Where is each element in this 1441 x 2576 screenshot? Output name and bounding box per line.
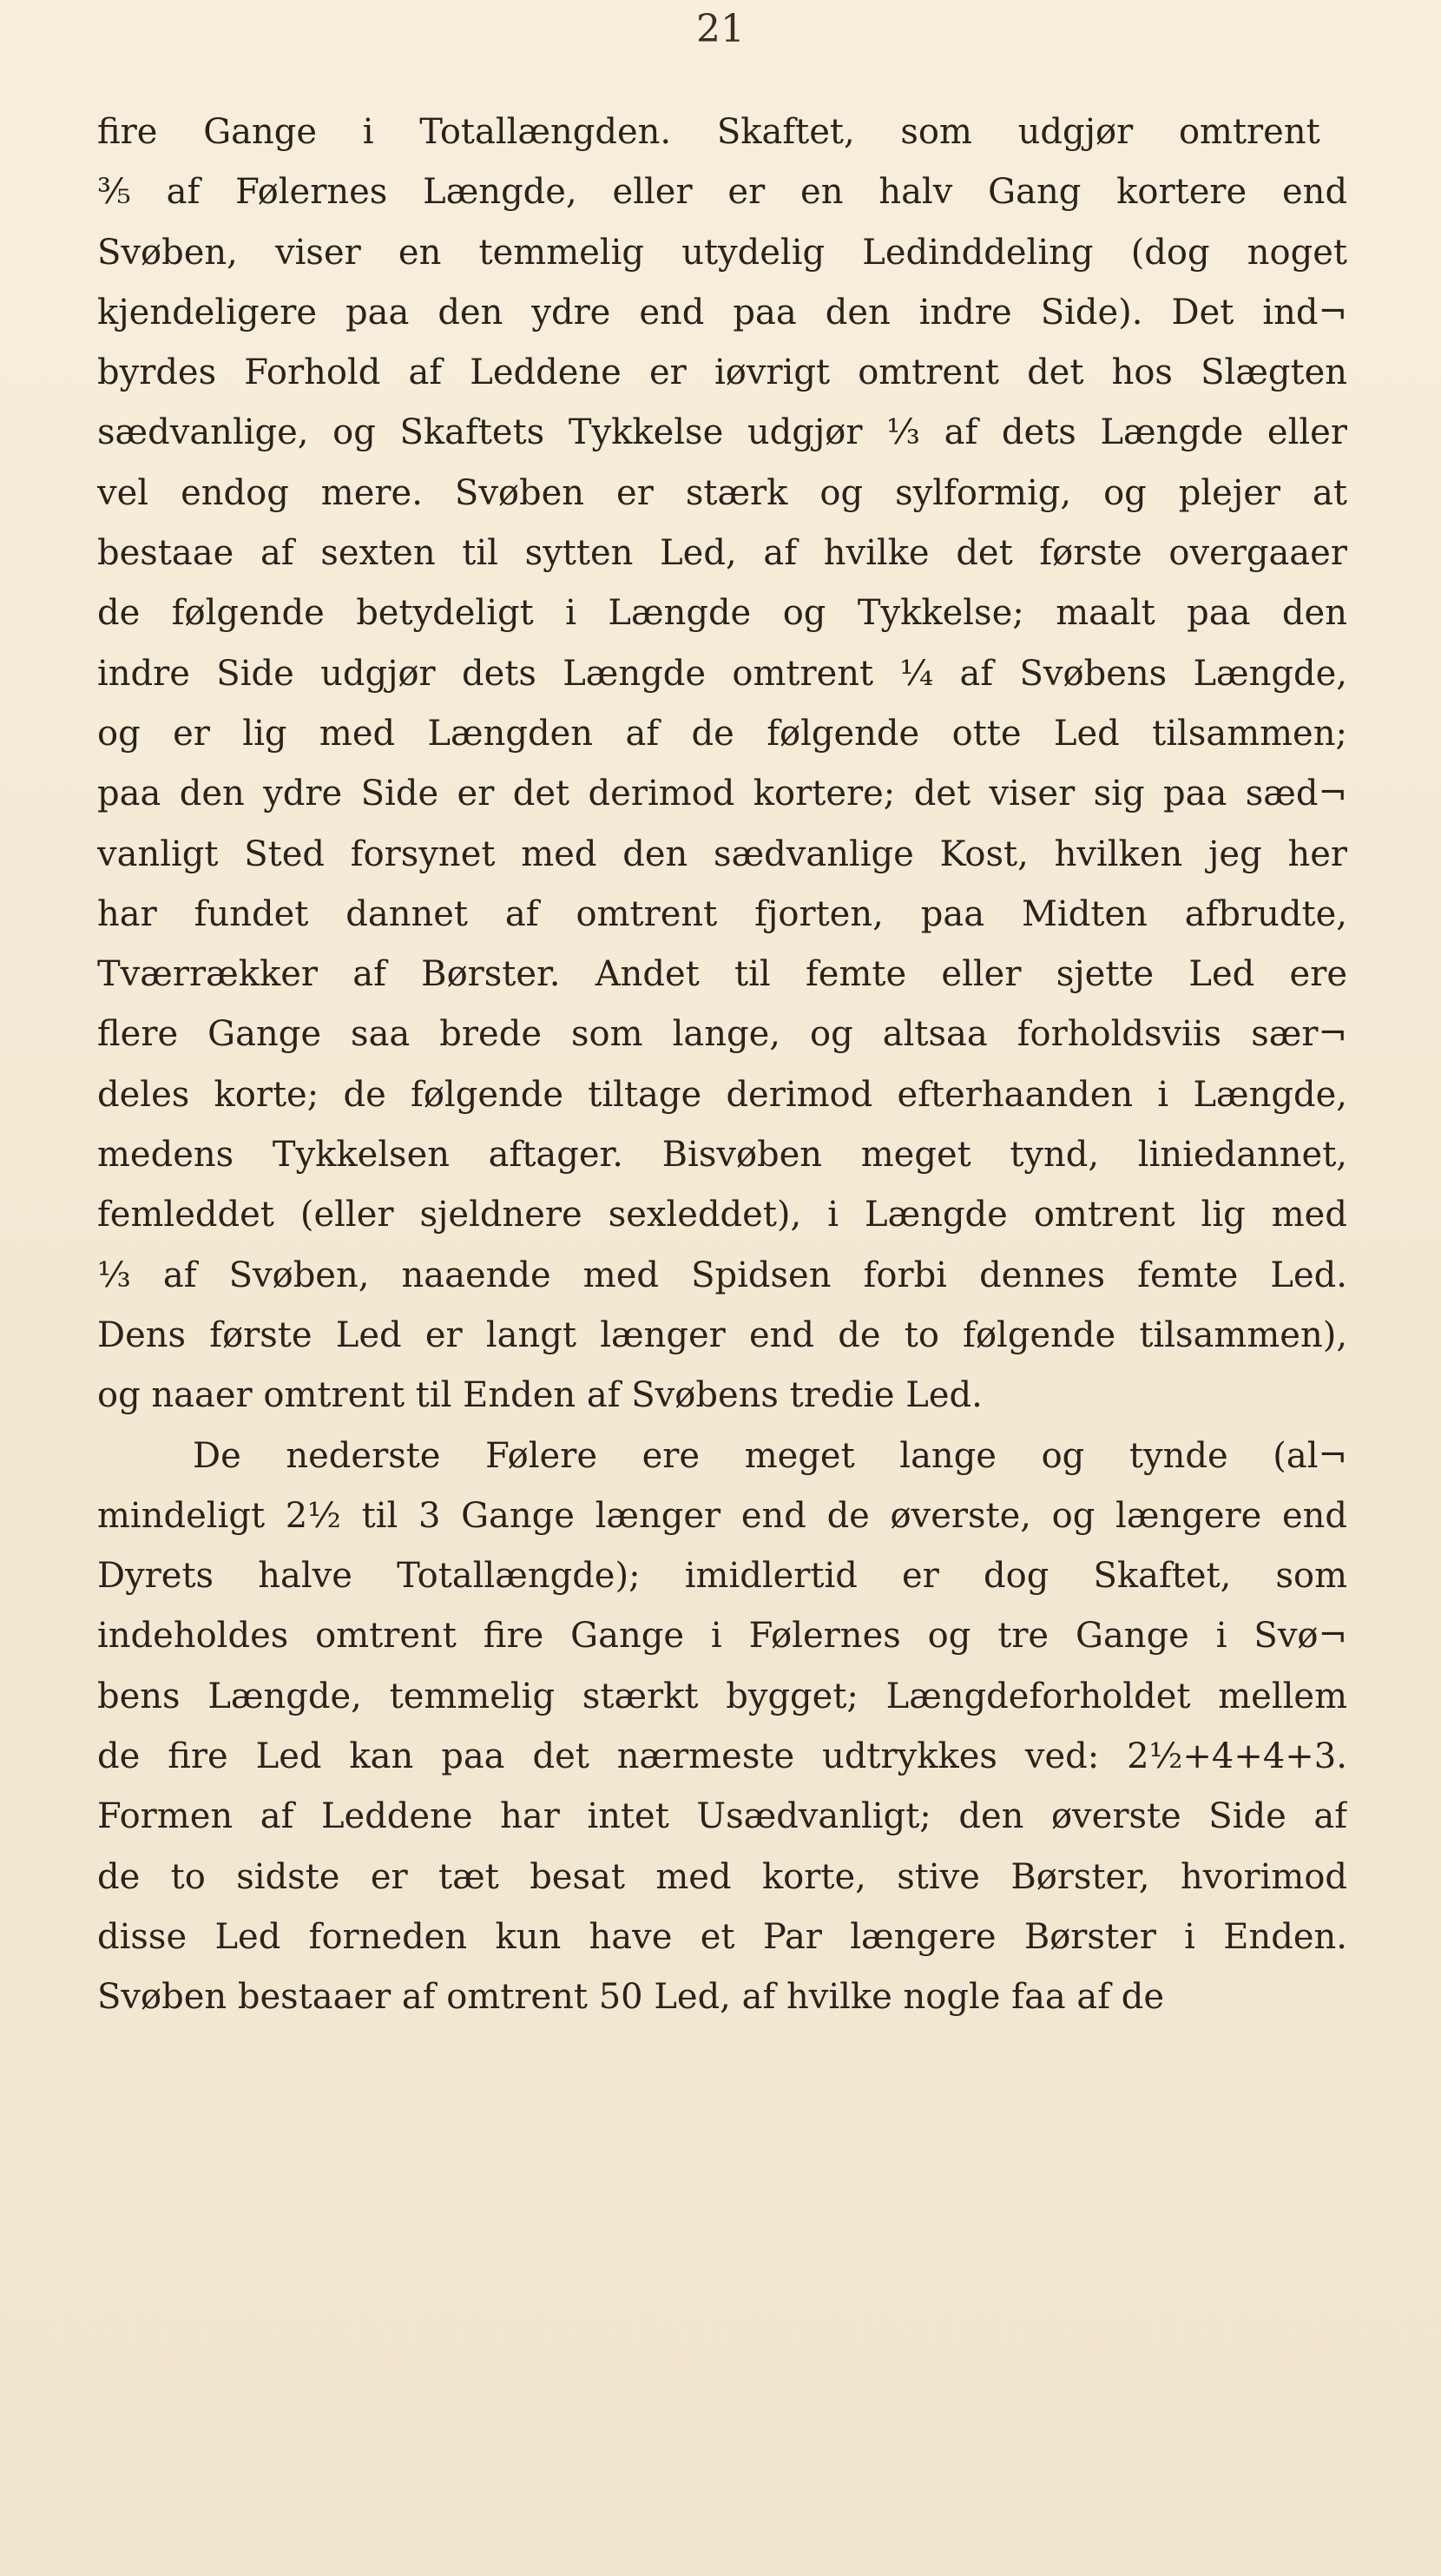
text-line: de fire Led kan paa det nærmeste udtrykkes ved: 2½+4+4+3. [97, 1736, 1347, 1777]
text-line: og er lig med Længden af de følgende otte Led tilsammen; [97, 713, 1347, 754]
text-line: indeholdes omtrent fire Gange i Følernes og tre Gange i Svø¬ [97, 1616, 1347, 1657]
text-line: vel endog mere. Svøben er stærk og sylformig, og plejer at [97, 472, 1347, 513]
text-line: har fundet dannet af omtrent fjorten, paa Midten afbrudte, [97, 893, 1347, 934]
text-line: paa den ydre Side er det derimod kortere; det viser sig paa sæd¬ [97, 774, 1347, 814]
text-line: vanligt Sted forsynet med den sædvanlige Kost, hvilken jeg her [97, 833, 1347, 874]
text-line: indre Side udgjør dets Længde omtrent ¼ af Svøbens Længde, [97, 653, 1347, 694]
text-line: Formen af Leddene har intet Usædvanligt; den øverste Side af [97, 1796, 1347, 1837]
text-line: sædvanlige, og Skaftets Tykkelse udgjør ⅓ af dets Længde eller [97, 412, 1347, 453]
text-line: Dens første Led er langt længer end de to følgende tilsammen), [97, 1314, 1347, 1355]
text-line: Svøben bestaaer af omtrent 50 Led, af hvilke nogle faa af de [97, 1977, 1165, 2018]
text-line: disse Led forneden kun have et Par længere Børster i Enden. [97, 1916, 1347, 1957]
text-line: deles korte; de følgende tiltage derimod efterhaanden i Længde, [97, 1074, 1347, 1115]
text-line: femleddet (eller sjeldnere sexleddet), i Længde omtrent lig med [97, 1195, 1347, 1235]
text-line: Svøben, viser en temmelig utydelig Ledinddeling (dog noget [97, 232, 1347, 273]
text-line: ⅓ af Svøben, naaende med Spidsen forbi dennes femte Led. [97, 1255, 1347, 1295]
text-line: medens Tykkelsen aftager. Bisvøben meget tynd, liniedannet, [97, 1135, 1347, 1176]
text-line: bestaae af sexten til sytten Led, af hvilke det første overgaaer [97, 533, 1347, 574]
page-number: 21 [696, 7, 745, 51]
text-line: ⅗ af Følernes Længde, eller er en halv Gang kortere end [97, 172, 1347, 213]
text-line: de to sidste er tæt besat med korte, stive Børster, hvorimod [97, 1856, 1347, 1897]
text-line: og naaer omtrent til Enden af Svøbens tredie Led. [97, 1375, 983, 1416]
body-text [97, 102, 1347, 2028]
text-line: kjendeligere paa den ydre end paa den indre Side). Det ind¬ [97, 292, 1347, 333]
text-line: Dyrets halve Totallængde); imidlertid er dog Skaftet, som [97, 1556, 1347, 1597]
text-line: flere Gange saa brede som lange, og altsaa forholdsviis sær¬ [97, 1014, 1347, 1055]
text-line: mindeligt 2½ til 3 Gange længer end de øverste, og længere end [97, 1495, 1347, 1536]
text-line: bens Længde, temmelig stærkt bygget; Længdeforholdet mellem [97, 1676, 1347, 1716]
text-line: Tværrækker af Børster. Andet til femte eller sjette Led ere [97, 954, 1347, 995]
text-line: byrdes Forhold af Leddene er iøvrigt omtrent det hos Slægten [97, 352, 1347, 393]
text-line: De nederste Følere ere meget lange og tynde (al¬ [193, 1435, 1347, 1476]
text-line: fire Gange i Totallængden. Skaftet, som udgjør omtrent [97, 112, 1320, 152]
text-line: de følgende betydeligt i Længde og Tykkelse; maalt paa den [97, 593, 1347, 634]
